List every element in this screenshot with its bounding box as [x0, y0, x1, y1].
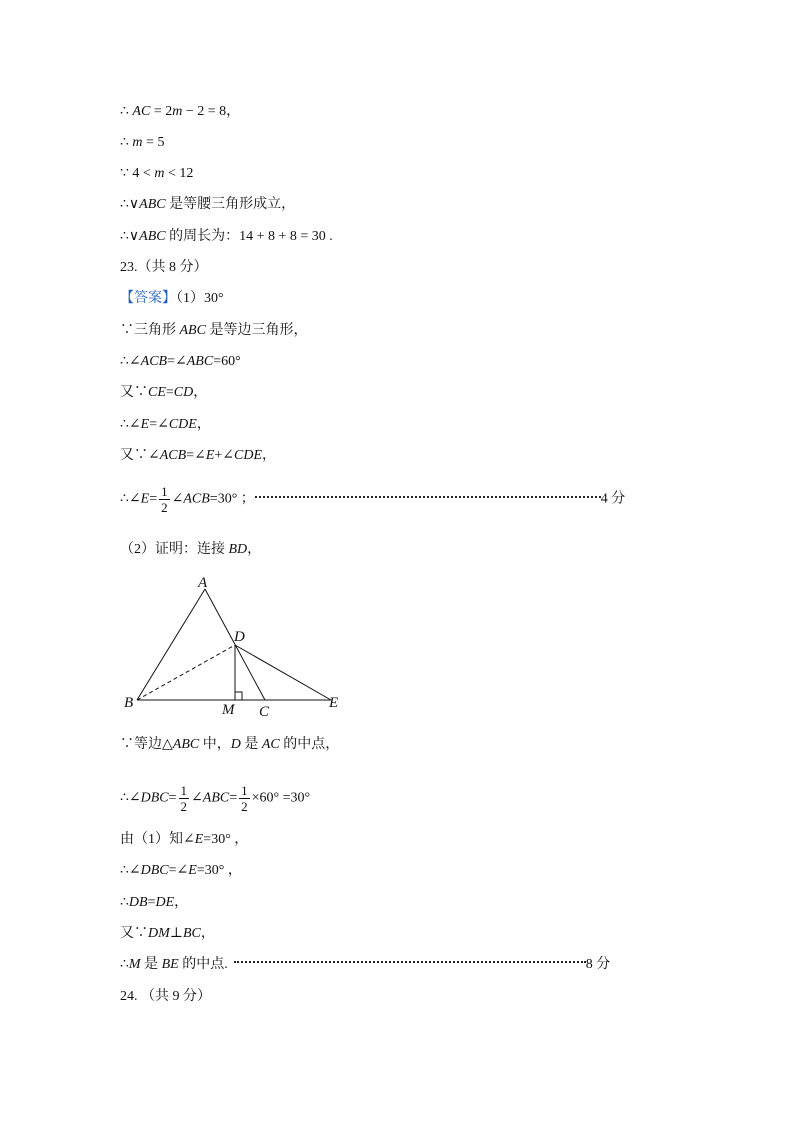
text-segment: − 2 = 8，: [182, 104, 241, 119]
fraction-one-half: [239, 783, 250, 814]
math-var: m: [132, 135, 143, 150]
text-segment: 又∵: [120, 385, 148, 400]
math-var: E: [140, 491, 150, 507]
text-segment: =: [168, 790, 177, 806]
math-var: ABC: [202, 790, 230, 806]
label-e: E: [329, 695, 339, 711]
fraction-numerator: 1: [161, 484, 168, 499]
text-line-angle-e-cde: [120, 415, 211, 435]
text-segment: ∵等边△: [120, 737, 173, 752]
text-segment: ∠: [171, 491, 184, 507]
math-var: m: [154, 166, 165, 181]
math-var: AC: [132, 104, 151, 119]
text-segment: ∠: [191, 790, 203, 806]
math-var: D: [230, 737, 241, 752]
text-line-from-part1: [120, 830, 248, 850]
text-segment: ∴∠: [120, 417, 141, 432]
text-line-dbc-equals-e: [120, 861, 242, 881]
text-line-equilateral: [120, 321, 307, 341]
text-segment: =30° ；: [209, 491, 255, 507]
text-segment: ∵三角形: [120, 323, 180, 338]
text-segment: 的中点.: [178, 957, 228, 972]
text-segment: ∴∠: [120, 790, 141, 806]
segment-de: [235, 645, 331, 700]
text-segment: =30° ，: [196, 863, 242, 878]
text-line-ac-equation: [120, 102, 240, 122]
text-line-angle-60: [120, 352, 241, 372]
text-segment: 的中点，: [279, 737, 340, 752]
fraction-one-half: [159, 484, 170, 515]
text-line-m-value: [120, 133, 164, 153]
math-var: m: [172, 104, 183, 119]
segment-ab: [137, 589, 205, 700]
right-angle-mark: [235, 692, 242, 700]
text-segment: ，: [174, 895, 189, 910]
math-var: BD: [228, 542, 248, 557]
text-line-angle-e-30: [120, 484, 625, 515]
question-24-heading: [120, 987, 211, 1007]
text-segment: 是: [240, 737, 262, 752]
text-segment: =30° ，: [203, 832, 249, 847]
math-var: ACB: [183, 491, 210, 507]
math-var: CD: [173, 385, 194, 400]
text-segment: =: [165, 385, 174, 400]
text-segment: 是等腰三角形成立，: [165, 197, 296, 212]
text-line-ce-cd: [120, 383, 207, 403]
text-segment: =∠: [149, 417, 169, 432]
text-segment: =∠: [167, 354, 187, 369]
math-var: E: [205, 448, 215, 463]
text-segment: ∴∠: [120, 354, 141, 369]
text-segment: （1）30°: [176, 291, 224, 306]
segment-bd-dashed: [137, 645, 235, 700]
text-segment: ∴: [120, 104, 133, 119]
math-var: BE: [161, 957, 179, 972]
math-var: M: [128, 957, 141, 972]
fraction-denominator: 2: [241, 799, 248, 814]
math-var: DB: [128, 895, 148, 910]
text-segment: =: [147, 895, 156, 910]
dotted-leader: [255, 496, 601, 498]
fraction-denominator: 2: [180, 799, 188, 814]
text-segment: 由（1）知∠: [120, 832, 195, 847]
text-segment: ×60° =30°: [251, 790, 311, 806]
text-segment: ∴: [120, 135, 133, 150]
math-var: DE: [155, 895, 175, 910]
math-var: ABC: [139, 197, 166, 212]
text-segment: +∠: [214, 448, 235, 463]
text-line-proof-start: [120, 540, 261, 560]
label-m: M: [222, 702, 235, 718]
math-var: ACB: [140, 354, 168, 369]
text-segment: ∵ 4 <: [120, 166, 155, 181]
text-line-isosceles: [120, 195, 295, 215]
fraction-one-half: [179, 783, 190, 814]
math-var: E: [194, 832, 204, 847]
math-var: ABC: [186, 354, 214, 369]
fraction-numerator: 1: [241, 783, 248, 798]
text-segment: ，: [196, 417, 211, 432]
text-segment: ∴∠: [120, 491, 141, 507]
answer-line: [120, 289, 224, 309]
text-segment: ⊥: [169, 926, 183, 941]
text-segment: ∴∠: [120, 863, 141, 878]
math-var: DM: [148, 926, 170, 941]
text-segment: 的周长为：14 + 8 + 8 = 30 .: [165, 229, 333, 244]
text-segment: =∠: [168, 863, 189, 878]
text-segment: 又∵: [120, 926, 148, 941]
math-var: ABC: [172, 737, 200, 752]
text-segment: 又∵∠: [120, 448, 160, 463]
label-a: A: [198, 575, 208, 591]
text-segment: ∴∨: [120, 197, 140, 212]
text-segment: ，: [193, 385, 208, 400]
text-segment: 24. （共 9 分）: [120, 989, 211, 1004]
text-segment: =: [229, 790, 238, 806]
text-line-exterior-angle: [120, 446, 276, 466]
math-var: E: [188, 863, 197, 878]
score-label: 8 分: [585, 957, 611, 972]
text-segment: =∠: [186, 448, 206, 463]
text-line-dm-perp: [120, 924, 215, 944]
math-var: ABC: [139, 229, 166, 244]
text-line-m-range: [120, 164, 193, 184]
text-segment: （2）证明：连接: [120, 542, 229, 557]
text-line-m-midpoint: [120, 955, 610, 975]
math-var: AC: [261, 737, 280, 752]
text-segment: 23.（共 8 分）: [120, 260, 208, 275]
text-segment: ，: [200, 926, 215, 941]
text-line-angle-dbc: [120, 783, 310, 814]
text-segment: ∴: [120, 957, 129, 972]
text-segment: ，: [262, 448, 277, 463]
text-segment: 中，: [199, 737, 231, 752]
label-c: C: [259, 704, 270, 720]
triangle-figure: [115, 570, 355, 720]
text-segment: = 2: [150, 104, 173, 119]
math-var: DBC: [140, 863, 169, 878]
text-line-perimeter: [120, 227, 333, 247]
text-segment: ∴∨: [120, 229, 140, 244]
text-line-db-de: [120, 893, 188, 913]
dotted-leader: [234, 961, 586, 963]
math-var: DBC: [140, 790, 169, 806]
text-segment: = 5: [142, 135, 165, 150]
score-label: 4 分: [600, 491, 626, 507]
math-var: ABC: [179, 323, 206, 338]
text-segment: =: [149, 491, 158, 507]
text-segment: =60°: [213, 354, 241, 369]
math-var: BC: [182, 926, 201, 941]
answer-tag: 【答案】: [120, 291, 176, 306]
text-segment: ∴: [120, 895, 129, 910]
text-segment: < 12: [164, 166, 194, 181]
question-23-heading: [120, 258, 208, 278]
math-var: ACB: [159, 448, 187, 463]
math-var: CDE: [234, 448, 263, 463]
label-d: D: [234, 629, 245, 645]
text-segment: 是: [140, 957, 162, 972]
text-segment: ，: [247, 542, 262, 557]
label-b: B: [124, 695, 134, 711]
math-var: CE: [148, 385, 166, 400]
math-var: CDE: [168, 417, 197, 432]
math-var: E: [140, 417, 150, 432]
text-segment: 是等边三角形，: [205, 323, 308, 338]
fraction-denominator: 2: [161, 500, 168, 515]
text-line-midpoint-d: [120, 735, 339, 755]
fraction-numerator: 1: [180, 783, 188, 798]
